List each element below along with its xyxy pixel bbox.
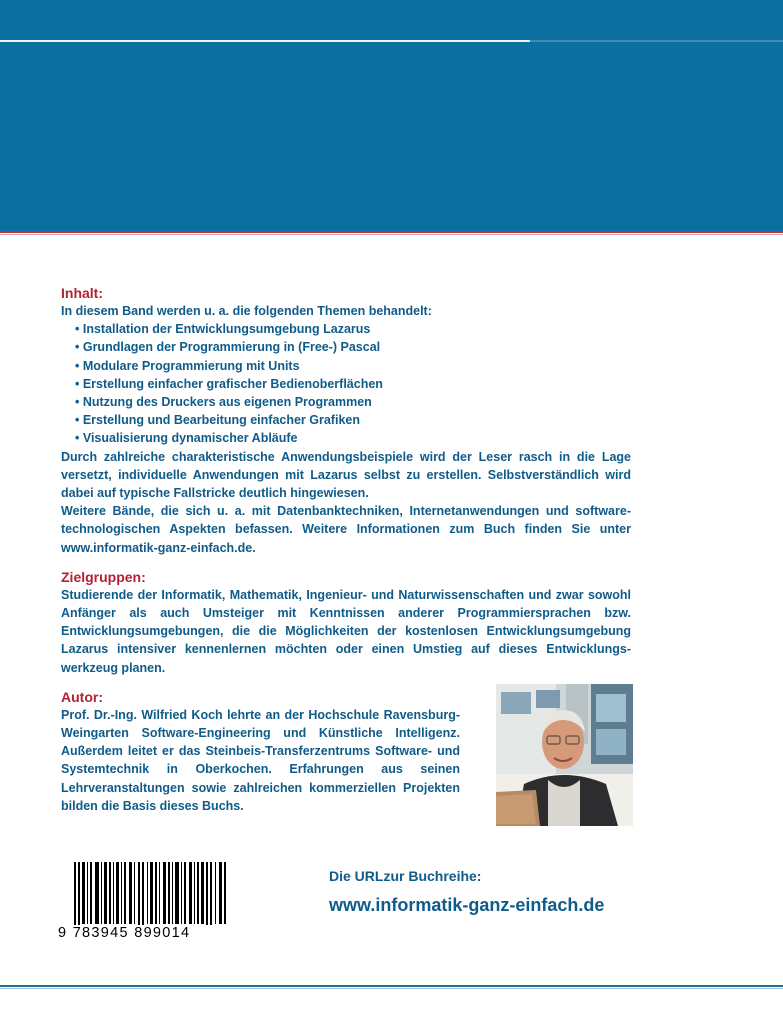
list-item: • Installation der Entwicklungsumgebung Lazarus: [75, 322, 371, 337]
bottom-divider-line: [0, 985, 783, 987]
list-item: • Nutzung des Druckers aus eigenen Programmen: [75, 395, 372, 410]
list-item: • Erstellung einfacher grafischer Bedienoberflächen: [75, 376, 383, 391]
red-divider-shadow: [0, 234, 783, 235]
autor-heading: Autor:: [61, 688, 103, 705]
top-divider-accent: [530, 40, 783, 42]
section-inhalt: [61, 284, 631, 557]
list-item: • Grundlagen der Programmierung in (Free-) Pascal: [75, 340, 381, 355]
isbn-number: 9 783945 899014: [58, 925, 230, 941]
inhalt-paragraph-1: Durch zahlreiche charakteristische Anwendungsbeispiele wird der Leser rasch in die Lage versetzt, individuelle Anwendungen mit Lazarus selbst zu erstellen. Selbstverständlich wird dabei auf typische Fallstricke deutlich hingewiesen.: [61, 449, 631, 501]
autor-text: Prof. Dr.-Ing. Wilfried Koch lehrte an der Hochschule Ravensburg-Weingarten Software-Engineering und Künstliche Intelligenz. Außerdem leitet er das Steinbeis-Transferzentrums Software- und Systemtechnik in Oberkochen. Erfahrungen aus seinen Lehrveranstaltungen sowie zahlreichen kommerziellen Projekten bilden die Basis dieses Buchs.: [61, 707, 460, 813]
inhalt-intro: In diesem Band werden u. a. die folgenden Themen behandelt:: [61, 304, 432, 318]
red-divider-line: [0, 231, 783, 233]
author-photo: [496, 684, 633, 826]
zielgruppen-text: Studierende der Informatik, Mathematik, Ingenieur- und Naturwissenschaften und zwar sowohl Anfänger als auch Umsteiger mit Kenntnissen anderer Programmiersprachen bzw. Entwicklungsumgebungen, die die Möglichkeiten der kostenlosen Entwicklungsumgebung Lazarus intensiver kennenlernen möchten oder einen Umstieg auf dieses Entwicklungs-werkzeug planen.: [61, 587, 631, 675]
inhalt-heading: Inhalt:: [61, 285, 103, 301]
url-label: Die URLzur Buchreihe:: [329, 868, 482, 884]
zielgruppen-heading: Zielgruppen:: [61, 568, 146, 585]
series-url-link[interactable]: www.informatik-ganz-einfach.de: [329, 895, 605, 915]
list-item: • Visualisierung dynamischer Abläufe: [75, 431, 298, 446]
section-zielgruppen: [61, 568, 631, 677]
bottom-divider-shadow: [0, 988, 783, 989]
top-color-band: [0, 0, 783, 233]
topic-list: [61, 320, 631, 447]
inhalt-paragraph-2: Weitere Bände, die sich u. a. mit Datenbanktechniken, Internetanwendungen und software-technologischen Aspekten befassen. Weitere Informationen zum Buch finden Sie unter www.informatik-ganz-einfach.de.: [61, 504, 631, 555]
list-item: • Erstellung und Bearbeitung einfacher Grafiken: [75, 413, 360, 428]
list-item: • Modulare Programmierung mit Units: [75, 358, 300, 373]
